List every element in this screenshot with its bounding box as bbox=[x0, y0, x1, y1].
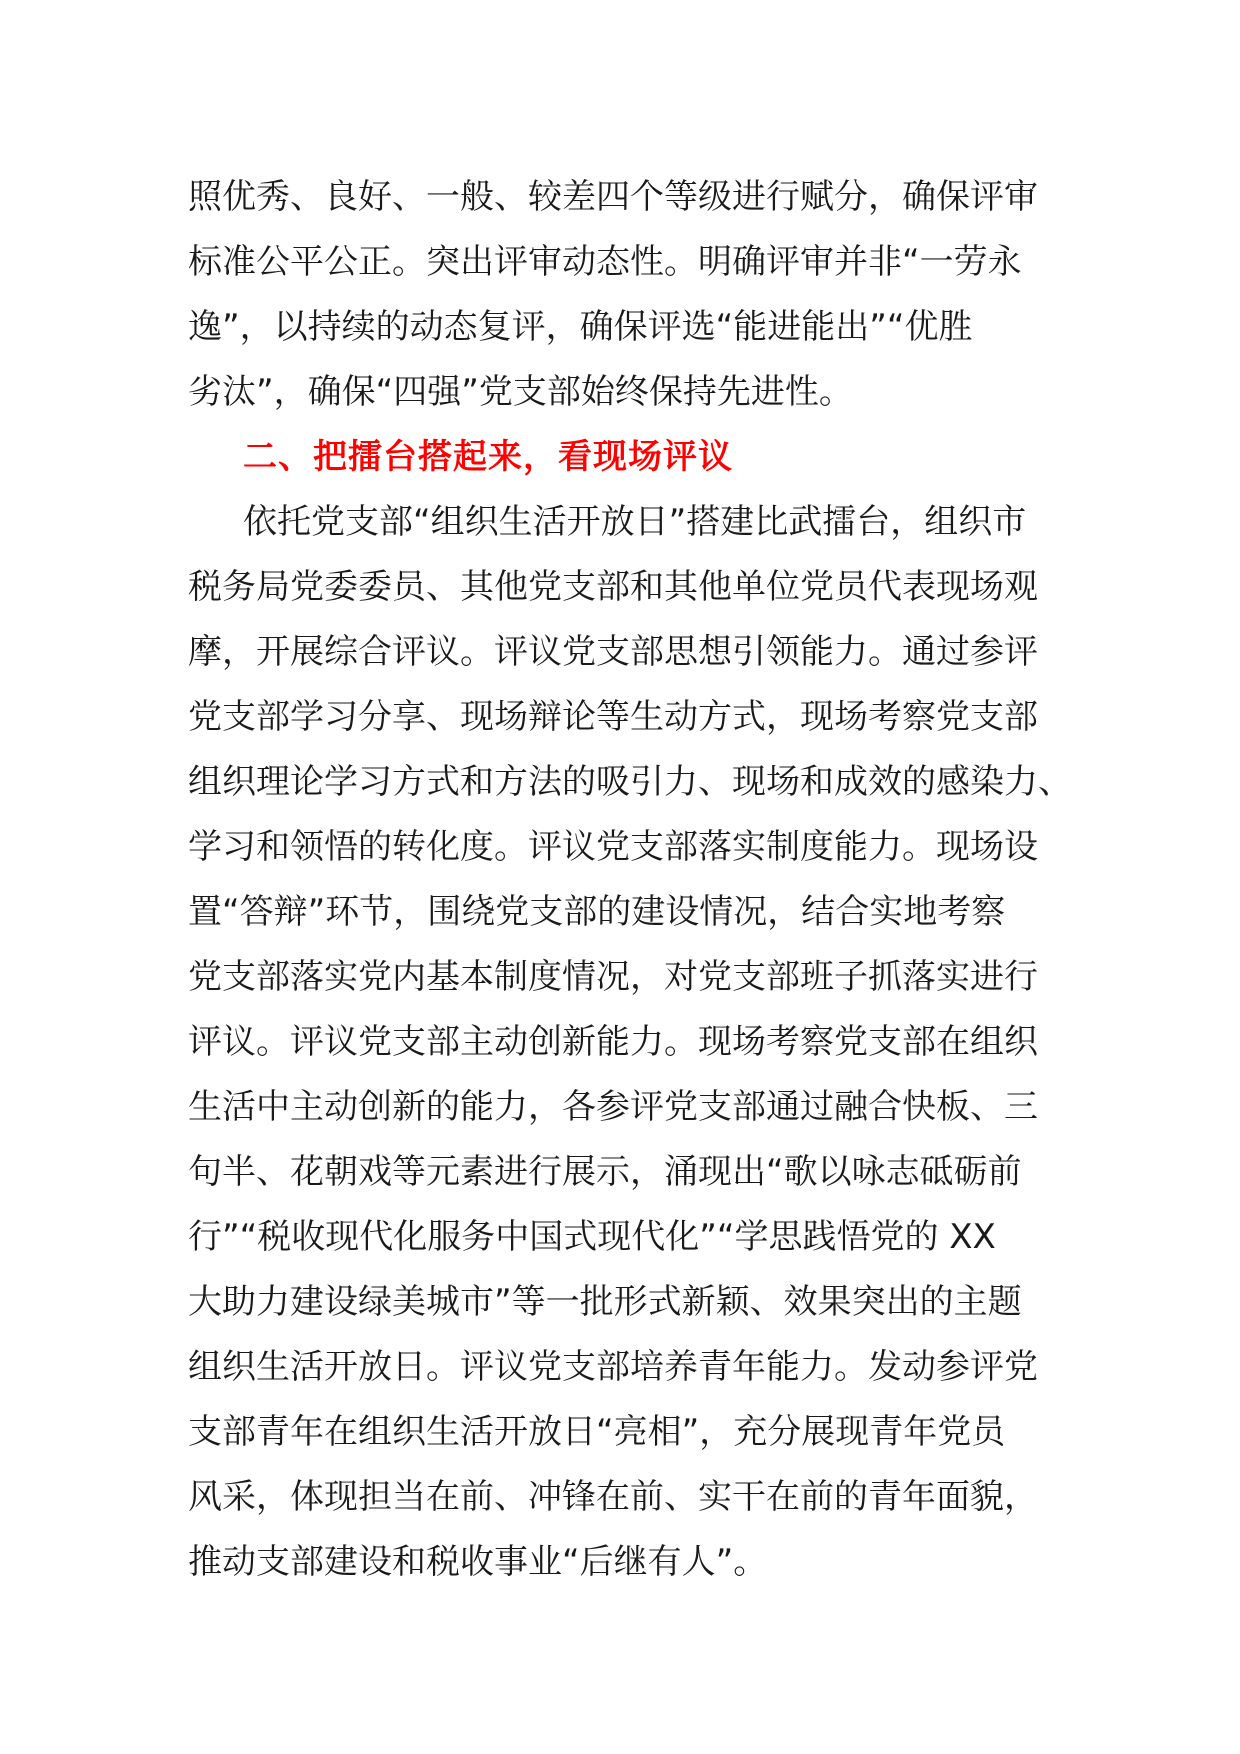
text-line: 标准公平公正。突出评审动态性。明确评审并非“一劳永 bbox=[188, 242, 1022, 282]
text-line: 税务局党委委员、其他党支部和其他单位党员代表现场观 bbox=[188, 567, 1038, 607]
text-line: 评议。评议党支部主动创新能力。现场考察党支部在组织 bbox=[188, 1022, 1038, 1062]
paragraph-body bbox=[188, 490, 1072, 1595]
text-line: 风采，体现担当在前、冲锋在前、实干在前的青年面貌， bbox=[188, 1477, 1038, 1517]
text-line: 支部青年在组织生活开放日“亮相”，充分展现青年党员 bbox=[188, 1412, 1006, 1452]
text-line: 推动支部建设和税收事业“后继有人”。 bbox=[188, 1542, 768, 1582]
text-line: 行”“税收现代化服务中国式现代化”“学思践悟党的 XX bbox=[188, 1217, 996, 1257]
text-line: 照优秀、良好、一般、较差四个等级进行赋分，确保评审 bbox=[188, 177, 1038, 217]
text-line: 生活中主动创新的能力，各参评党支部通过融合快板、三 bbox=[188, 1087, 1038, 1127]
text-line: 党支部学习分享、现场辩论等生动方式，现场考察党支部 bbox=[188, 697, 1038, 737]
text-line: 句半、花朝戏等元素进行展示，涌现出“歌以咏志砥砺前 bbox=[188, 1152, 1022, 1192]
paragraph-continued bbox=[188, 165, 1058, 425]
document-page bbox=[188, 165, 1072, 1595]
section-heading: 二、把擂台搭起来，看现场评议 bbox=[243, 437, 733, 477]
text-line: 大助力建设绿美城市”等一批形式新颖、效果突出的主题 bbox=[188, 1282, 1022, 1322]
text-line: 组织理论学习方式和方法的吸引力、现场和成效的感染力、 bbox=[188, 762, 1072, 802]
text-line: 置“答辩”环节，围绕党支部的建设情况，结合实地考察 bbox=[188, 892, 1006, 932]
text-line: 摩，开展综合评议。评议党支部思想引领能力。通过参评 bbox=[188, 632, 1038, 672]
text-line: 逸”，以持续的动态复评，确保评选“能进能出”“优胜 bbox=[188, 307, 973, 347]
text-line: 学习和领悟的转化度。评议党支部落实制度能力。现场设 bbox=[188, 827, 1038, 867]
text-line: 依托党支部“组织生活开放日”搭建比武擂台，组织市 bbox=[243, 502, 1027, 542]
text-line: 党支部落实党内基本制度情况，对党支部班子抓落实进行 bbox=[188, 957, 1038, 997]
text-line: 组织生活开放日。评议党支部培养青年能力。发动参评党 bbox=[188, 1347, 1038, 1387]
text-line: 劣汰”，确保“四强”党支部始终保持先进性。 bbox=[188, 372, 853, 412]
